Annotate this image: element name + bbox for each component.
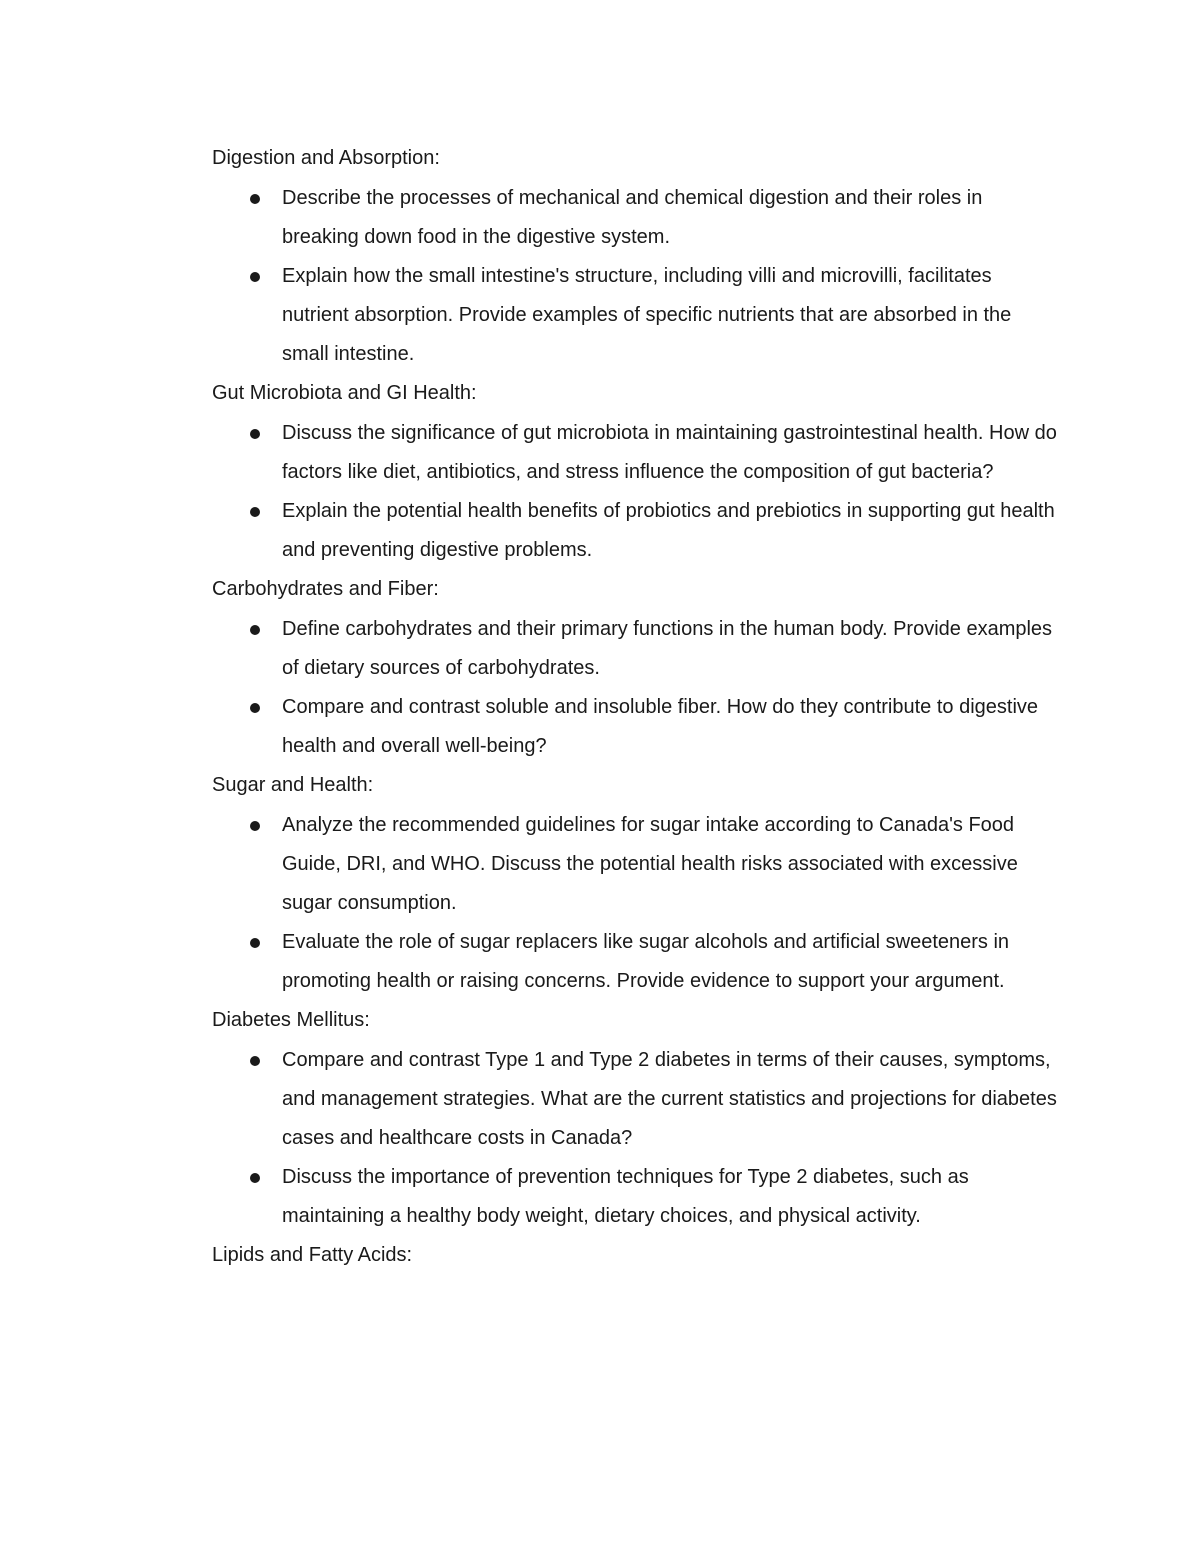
list-item-text: Compare and contrast soluble and insoluble fiber. How do they contribute to digestive health and overall well-being? bbox=[282, 696, 1039, 757]
list-item bbox=[212, 610, 1062, 688]
bullet-icon bbox=[250, 625, 260, 635]
document-page bbox=[212, 139, 1062, 1274]
section-heading: Digestion and Absorption: bbox=[212, 147, 440, 169]
list-item bbox=[212, 179, 1062, 257]
bullet-icon bbox=[250, 821, 260, 831]
list-item-text: Discuss the importance of prevention techniques for Type 2 diabetes, such as maintaining a healthy body weight, dietary choices, and physical activity. bbox=[282, 1166, 969, 1227]
bullet-icon bbox=[250, 194, 260, 204]
list-item bbox=[212, 257, 1062, 374]
list-item-text: Describe the processes of mechanical and chemical digestion and their roles in breaking down food in the digestive system. bbox=[282, 187, 983, 248]
list-item bbox=[212, 1158, 1062, 1236]
list-item-text: Analyze the recommended guidelines for sugar intake according to Canada's Food Guide, DRI, and WHO. Discuss the potential health risks associated with excessive sugar consumption. bbox=[282, 814, 1018, 914]
list-item bbox=[212, 1041, 1062, 1158]
bullet-icon bbox=[250, 507, 260, 517]
bullet-list bbox=[212, 806, 1062, 1001]
list-item bbox=[212, 688, 1062, 766]
bullet-icon bbox=[250, 272, 260, 282]
section-carbohydrates bbox=[212, 570, 1062, 766]
list-item bbox=[212, 414, 1062, 492]
list-item bbox=[212, 492, 1062, 570]
list-item-text: Explain how the small intestine's structure, including villi and microvilli, facilitates nutrient absorption. Provide examples of specific nutrients that are absorbed in the small intestine. bbox=[282, 265, 1012, 365]
section-gut-microbiota bbox=[212, 374, 1062, 570]
list-item-text: Compare and contrast Type 1 and Type 2 diabetes in terms of their causes, symptoms, and management strategies. What are the current statistics and projections for diabetes cases and healthcare costs in Canada? bbox=[282, 1049, 1057, 1149]
bullet-icon bbox=[250, 1173, 260, 1183]
bullet-list bbox=[212, 179, 1062, 374]
section-heading: Carbohydrates and Fiber: bbox=[212, 578, 439, 600]
bullet-list bbox=[212, 1041, 1062, 1236]
bullet-icon bbox=[250, 938, 260, 948]
bullet-icon bbox=[250, 429, 260, 439]
section-heading: Diabetes Mellitus: bbox=[212, 1009, 370, 1031]
section-heading: Gut Microbiota and GI Health: bbox=[212, 382, 477, 404]
section-heading: Lipids and Fatty Acids: bbox=[212, 1244, 413, 1266]
list-item bbox=[212, 806, 1062, 923]
list-item bbox=[212, 923, 1062, 1001]
list-item-text: Discuss the significance of gut microbiota in maintaining gastrointestinal health. How do factors like diet, antibiotics, and stress influence the composition of gut bacteria? bbox=[282, 422, 1057, 483]
section-heading: Sugar and Health: bbox=[212, 774, 374, 796]
bullet-icon bbox=[250, 1056, 260, 1066]
bullet-list bbox=[212, 610, 1062, 766]
bullet-icon bbox=[250, 703, 260, 713]
list-item-text: Evaluate the role of sugar replacers like sugar alcohols and artificial sweeteners in promoting health or raising concerns. Provide evidence to support your argument. bbox=[282, 931, 1010, 992]
section-lipids bbox=[212, 1236, 1062, 1274]
bullet-list bbox=[212, 414, 1062, 570]
section-digestion bbox=[212, 139, 1062, 374]
section-sugar bbox=[212, 766, 1062, 1001]
list-item-text: Explain the potential health benefits of probiotics and prebiotics in supporting gut health and preventing digestive problems. bbox=[282, 500, 1055, 561]
list-item-text: Define carbohydrates and their primary functions in the human body. Provide examples of dietary sources of carbohydrates. bbox=[282, 618, 1053, 679]
section-diabetes bbox=[212, 1001, 1062, 1236]
